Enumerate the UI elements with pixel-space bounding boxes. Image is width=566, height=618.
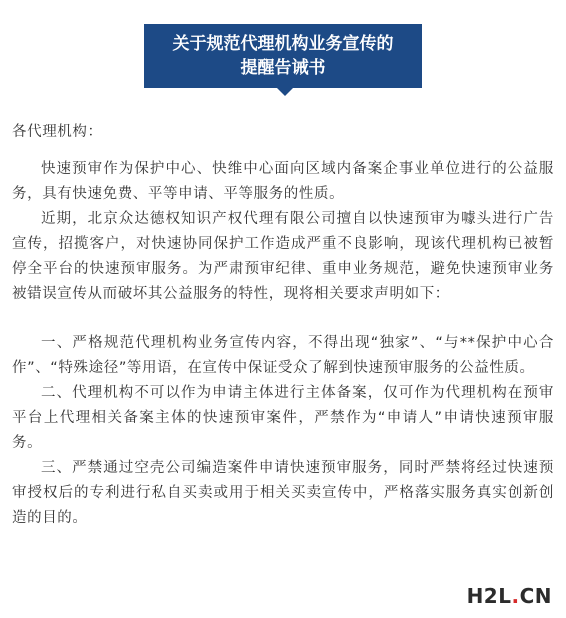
title-line-2: 提醒告诫书 (240, 58, 326, 78)
watermark-brand-right: CN (519, 584, 552, 608)
watermark-dot: . (511, 584, 520, 608)
salutation: 各代理机构： (12, 124, 103, 140)
title-banner (144, 24, 422, 88)
requirement-1: 一、严格规范代理机构业务宣传内容，不得出现“独家”、“与**保护中心合作”、“特殊途径”等用语，在宣传中保证受众了解到快速预审服务的公益性质。 (12, 335, 554, 376)
requirement-2: 二、代理机构不可以作为申请主体进行主体备案，仅可作为代理机构在预审平台上代理相关备案主体的快速预审案件，严禁作为“申请人”申请快速预审服务。 (12, 385, 554, 451)
document-body (12, 120, 554, 531)
paragraph-spacer (12, 307, 554, 331)
paragraph-intro: 快速预审作为保护中心、快维中心面向区域内备案企事业单位进行的公益服务，具有快速免费、平等申请、平等服务的性质。 (12, 161, 554, 202)
watermark-brand-left: H2L (466, 584, 512, 608)
site-watermark (467, 584, 552, 608)
paragraph-background: 近期，北京众达德权知识产权代理有限公司擅自以快速预审为噱头进行广告宣传，招揽客户，对快速协同保护工作造成严重不良影响，现该代理机构已被暂停全平台的快速预审服务。为严肃预审纪律、重申业务规范，避免快速预审业务被错误宣传从而破坏其公益服务的特性，现将相关要求声明如下： (12, 211, 554, 302)
title-line-1: 关于规范代理机构业务宣传的 (172, 34, 394, 54)
title-pointer (277, 88, 293, 96)
requirement-3: 三、严禁通过空壳公司编造案件申请快速预审服务，同时严禁将经过快速预审授权后的专利进行私自买卖或用于相关买卖宣传中，严格落实服务真实创新创造的目的。 (12, 460, 554, 526)
